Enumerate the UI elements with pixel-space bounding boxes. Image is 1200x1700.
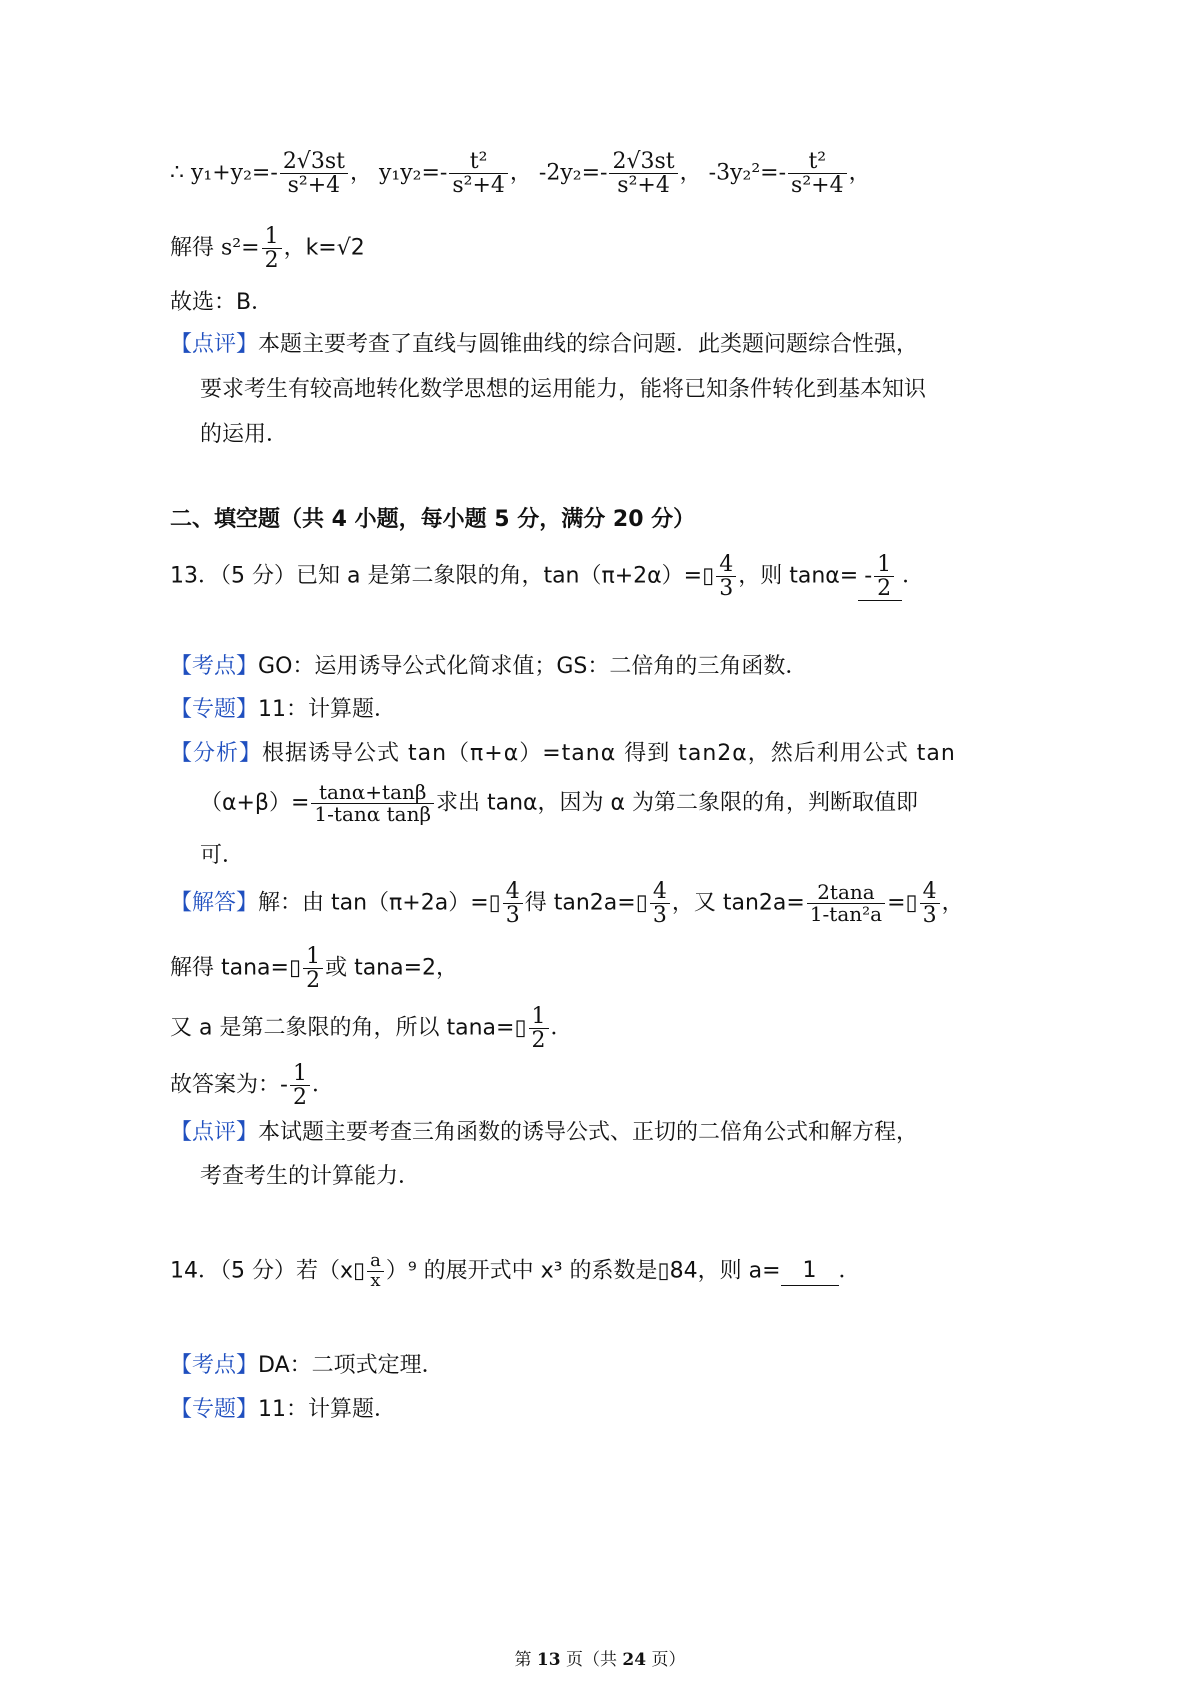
solve-k: ，k=√2	[283, 235, 365, 261]
fenxi-text-2a: （α+β）=	[200, 790, 310, 816]
jieda-text-e: ，	[941, 890, 964, 916]
fraction-eq1: $\frac{2√3st}{\text{s²+4}}$	[280, 150, 348, 197]
eq1-lhs: y₁+y₂=	[191, 160, 271, 186]
solve-prefix: 解得	[170, 235, 215, 261]
kaodian-line	[170, 654, 807, 680]
fraction-one-half: $\frac{1}{2}$	[262, 225, 282, 272]
q14-stem-a: 14．（5 分）若（x	[170, 1258, 354, 1284]
therefore-symbol: ∴	[170, 160, 184, 186]
missing-glyph: ▯	[905, 890, 918, 916]
separator: ，	[349, 160, 372, 186]
kaodian-tag: 【考点】	[170, 654, 259, 679]
fraction-eq3: $\frac{2√3st}{\text{s²+4}}$	[609, 150, 677, 197]
question-14-stem	[170, 1252, 861, 1291]
jieda-text-b: 得 tan2a=	[524, 890, 636, 916]
zhuanti-tag: 【专题】	[170, 1397, 259, 1422]
fraction-tan-sum: $\frac{\tan\alpha+\tan\beta}{\text{1-tanα tanβ}}$	[311, 782, 434, 825]
missing-glyph: ▯	[288, 955, 302, 981]
solve-tana-line	[170, 945, 458, 992]
missing-glyph: ▯	[488, 890, 501, 916]
fenxi-tag: 【分析】	[170, 741, 263, 766]
q14-kaodian-line	[170, 1353, 444, 1379]
fraction-eq4: $\frac{\text{t²}}{\text{s²+4}}$	[788, 150, 847, 197]
question-13-stem	[170, 553, 924, 601]
page-number: 13	[536, 1650, 561, 1670]
fenxi-text-1: 根据诱导公式 tan（π+α）=tanα 得到 tan2α，然后利用公式 tan	[262, 741, 956, 766]
answer-line: 故选：B．	[170, 290, 274, 315]
q14-stem-end: ．	[838, 1258, 861, 1284]
jieda-text-a: 解：由 tan（π+2a）=	[258, 890, 489, 916]
fraction-double-angle: $\frac{2\tan a}{\text{1-tan²a}}$	[807, 882, 885, 925]
solve-text-b: 或 tana=2，	[325, 955, 459, 981]
fraction-eq2: $\frac{\text{t²}}{\text{s²+4}}$	[449, 150, 508, 197]
solve-line-s-k	[170, 225, 365, 272]
q14-zhuanti-line	[170, 1397, 396, 1423]
kaodian-tag: 【考点】	[170, 1353, 259, 1378]
page-footer	[0, 1645, 1200, 1670]
q14-stem-c: 84，则 a=	[669, 1258, 781, 1284]
jieda-text-c: ，又 tan2a=	[671, 890, 805, 916]
fraction-4-3: $\frac{4}{3}$	[920, 880, 940, 927]
final-text: 故答案为：	[170, 1072, 281, 1098]
fraction-4-3: $\frac{4}{3}$	[503, 880, 523, 927]
missing-glyph: ▯	[514, 1015, 527, 1041]
review-text: 本题主要考查了直线与圆锥曲线的综合问题．此类题问题综合性强，	[258, 332, 919, 357]
dianping-text-1: 本试题主要考查三角函数的诱导公式、正切的二倍角公式和解方程，	[258, 1120, 919, 1145]
kaodian-text: DA：二项式定理．	[258, 1353, 444, 1378]
jieda-tag: 【解答】	[170, 890, 259, 916]
total-pages: 24	[622, 1650, 647, 1670]
q14-stem-b: ）⁹ 的展开式中 x³ 的系数是	[385, 1258, 658, 1284]
separator: ，	[848, 160, 871, 186]
q13-stem-a: 13．（5 分）已知 a 是第二象限的角，tan（π+2α）=	[170, 563, 703, 589]
q13-stem-b: ，则 tanα=	[738, 563, 859, 589]
zhuanti-text: 11：计算题．	[258, 697, 397, 722]
jieda-line	[170, 880, 964, 927]
fenxi-line-1	[170, 741, 956, 767]
footer-post: 页）	[651, 1650, 686, 1670]
final-end: ．	[311, 1072, 334, 1098]
review-line-2: 要求考生有较高地转化数学思想的运用能力，能将已知条件转化到基本知识	[200, 377, 927, 402]
separator: ，	[679, 160, 702, 186]
second-quadrant-line	[170, 1005, 573, 1052]
fenxi-text-2b: 求出 tanα，因为 α 为第二象限的角，判断取值即	[436, 790, 919, 816]
fraction-a-over-x: $\frac{a}{x}$	[367, 1252, 384, 1291]
eq2-lhs: y₁y₂=	[378, 160, 440, 186]
missing-glyph: ▯	[635, 890, 648, 916]
eq4-lhs: -3y₂²=	[708, 160, 779, 186]
fraction-one-half: $\frac{1}{2}$	[529, 1005, 549, 1052]
footer-mid: 页（共	[566, 1650, 617, 1670]
final-answer-line: 故答案为：- $\frac{1}{2}$ ．	[170, 1061, 334, 1111]
answer-blank: 1	[781, 1258, 839, 1285]
fenxi-line-3: 可．	[200, 843, 245, 868]
zhuanti-line	[170, 697, 396, 723]
review-tag: 【点评】	[170, 332, 259, 357]
solve-s: s²=	[221, 235, 260, 261]
dianping-line-1	[170, 1120, 918, 1146]
dianping-line-2: 考查考生的计算能力．	[200, 1164, 421, 1189]
fenxi-line-2	[200, 782, 918, 825]
equation-line-y-sums: ∴ y₁+y₂=- $\frac{2√3st}{\text{s²+4}}$ ， y₁y₂=- $\frac{\text{t²}}{\text{s²+4}}$ ， -2y₂=- $\frac{2√3st}{\text{s²+4}}$ ， -3y₂²=- $\frac{\text{t²}}{\text{s²+4}}$ ，	[170, 149, 871, 199]
missing-glyph: ▯	[657, 1258, 670, 1284]
fraction-4-3: $\frac{4}{3}$	[650, 880, 670, 927]
footer-pre: 第	[514, 1650, 532, 1670]
missing-glyph: ▯	[702, 563, 715, 589]
review-line-1	[170, 332, 918, 358]
missing-glyph: ▯	[353, 1258, 366, 1284]
separator: ，	[509, 160, 532, 186]
solve-text-a: 解得 tana=	[170, 955, 289, 981]
so-text-a: 又 a 是第二象限的角，所以 tana=	[170, 1015, 515, 1041]
q13-stem-end: ．	[902, 563, 925, 589]
review-line-3: 的运用．	[200, 422, 289, 447]
answer-blank: - $\frac{1}{2}$	[858, 553, 902, 601]
fraction-4-3: $\frac{4}{3}$	[716, 553, 736, 600]
section-heading: 二、填空题（共 4 小题，每小题 5 分，满分 20 分）	[170, 507, 696, 532]
jieda-text-d: =	[887, 890, 906, 916]
kaodian-text: GO：运用诱导公式化简求值；GS：二倍角的三角函数．	[258, 654, 808, 679]
fraction-one-half: $\frac{1}{2}$	[303, 945, 323, 992]
zhuanti-text: 11：计算题．	[258, 1397, 397, 1422]
dianping-tag: 【点评】	[170, 1120, 259, 1145]
eq3-lhs: -2y₂=	[538, 160, 601, 186]
zhuanti-tag: 【专题】	[170, 697, 259, 722]
fraction-one-half: $\frac{1}{2}$	[290, 1062, 310, 1109]
so-end: ．	[550, 1015, 573, 1041]
